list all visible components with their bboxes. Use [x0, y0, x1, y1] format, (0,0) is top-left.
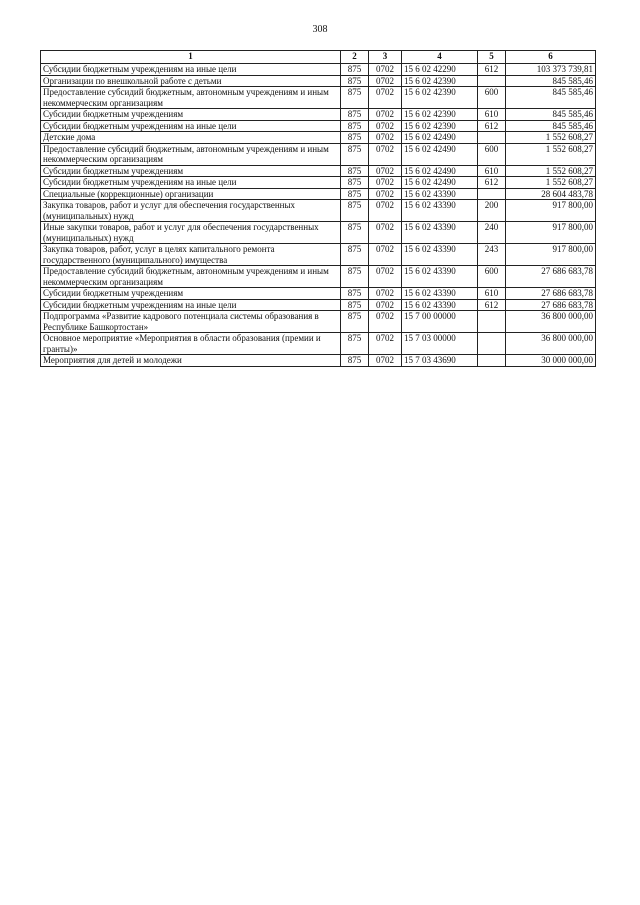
row-name: Иные закупки товаров, работ и услуг для обеспечения государственных (муниципальных) нужд — [41, 222, 341, 244]
table-row — [41, 333, 596, 355]
row-section-code: 0702 — [369, 244, 402, 266]
row-name: Субсидии бюджетным учреждениям — [41, 288, 341, 300]
row-section-code: 0702 — [369, 355, 402, 367]
header-col-5: 5 — [478, 51, 506, 64]
row-amount: 27 686 683,78 — [506, 266, 596, 288]
row-target-article: 15 6 02 42390 — [402, 120, 478, 132]
row-name: Субсидии бюджетным учреждениям на иные цели — [41, 120, 341, 132]
table-row — [41, 355, 596, 367]
row-section-code: 0702 — [369, 75, 402, 87]
row-expense-type: 612 — [478, 177, 506, 189]
header-col-1: 1 — [41, 51, 341, 64]
row-expense-type: 200 — [478, 200, 506, 222]
row-section-code: 0702 — [369, 266, 402, 288]
row-section-code: 0702 — [369, 177, 402, 189]
row-target-article: 15 6 02 42490 — [402, 143, 478, 165]
row-target-article: 15 7 00 00000 — [402, 311, 478, 333]
table-row — [41, 75, 596, 87]
row-target-article: 15 6 02 43390 — [402, 244, 478, 266]
row-ved-code: 875 — [341, 165, 369, 177]
row-name: Субсидии бюджетным учреждениям — [41, 165, 341, 177]
table-row — [41, 200, 596, 222]
row-target-article: 15 6 02 42390 — [402, 87, 478, 109]
row-amount: 1 552 608,27 — [506, 132, 596, 144]
row-ved-code: 875 — [341, 244, 369, 266]
row-name: Детские дома — [41, 132, 341, 144]
table-row — [41, 288, 596, 300]
row-expense-type — [478, 132, 506, 144]
row-name: Субсидии бюджетным учреждениям на иные цели — [41, 299, 341, 311]
row-expense-type: 600 — [478, 143, 506, 165]
row-section-code: 0702 — [369, 109, 402, 121]
row-expense-type — [478, 355, 506, 367]
row-section-code: 0702 — [369, 188, 402, 200]
table-row — [41, 311, 596, 333]
row-amount: 917 800,00 — [506, 244, 596, 266]
table-row — [41, 188, 596, 200]
row-name: Субсидии бюджетным учреждениям на иные цели — [41, 177, 341, 189]
row-target-article: 15 7 03 00000 — [402, 333, 478, 355]
row-expense-type: 240 — [478, 222, 506, 244]
table-row — [41, 64, 596, 76]
row-amount: 27 686 683,78 — [506, 288, 596, 300]
row-amount: 845 585,46 — [506, 109, 596, 121]
row-section-code: 0702 — [369, 120, 402, 132]
page-number: 308 — [312, 24, 328, 35]
row-expense-type: 600 — [478, 87, 506, 109]
row-section-code: 0702 — [369, 299, 402, 311]
row-ved-code: 875 — [341, 355, 369, 367]
row-target-article: 15 6 02 43390 — [402, 266, 478, 288]
row-expense-type: 610 — [478, 288, 506, 300]
row-section-code: 0702 — [369, 200, 402, 222]
row-name: Субсидии бюджетным учреждениям — [41, 109, 341, 121]
row-amount: 36 800 000,00 — [506, 311, 596, 333]
row-target-article: 15 7 03 43690 — [402, 355, 478, 367]
row-amount: 917 800,00 — [506, 222, 596, 244]
row-section-code: 0702 — [369, 222, 402, 244]
row-amount: 845 585,46 — [506, 87, 596, 109]
table-row — [41, 222, 596, 244]
row-target-article: 15 6 02 42490 — [402, 132, 478, 144]
table-row — [41, 299, 596, 311]
row-ved-code: 875 — [341, 120, 369, 132]
row-expense-type — [478, 75, 506, 87]
row-name: Субсидии бюджетным учреждениям на иные цели — [41, 64, 341, 76]
row-ved-code: 875 — [341, 87, 369, 109]
row-amount: 1 552 608,27 — [506, 143, 596, 165]
row-amount: 845 585,46 — [506, 75, 596, 87]
row-target-article: 15 6 02 42390 — [402, 109, 478, 121]
row-name: Специальные (коррекционные) организации — [41, 188, 341, 200]
budget-table — [40, 50, 596, 367]
table-body — [41, 64, 596, 367]
row-amount: 30 000 000,00 — [506, 355, 596, 367]
row-target-article: 15 6 02 43390 — [402, 188, 478, 200]
row-target-article: 15 6 02 42390 — [402, 75, 478, 87]
row-ved-code: 875 — [341, 333, 369, 355]
table-row — [41, 165, 596, 177]
table-row — [41, 266, 596, 288]
row-target-article: 15 6 02 42290 — [402, 64, 478, 76]
row-ved-code: 875 — [341, 132, 369, 144]
row-name: Организации по внешкольной работе с детьми — [41, 75, 341, 87]
row-ved-code: 875 — [341, 311, 369, 333]
row-amount: 27 686 683,78 — [506, 299, 596, 311]
row-ved-code: 875 — [341, 200, 369, 222]
row-name: Основное мероприятие «Мероприятия в области образования (премии и гранты)» — [41, 333, 341, 355]
row-expense-type — [478, 333, 506, 355]
row-target-article: 15 6 02 43390 — [402, 222, 478, 244]
table-header — [41, 51, 596, 64]
table-row — [41, 87, 596, 109]
row-expense-type: 612 — [478, 64, 506, 76]
row-ved-code: 875 — [341, 222, 369, 244]
row-ved-code: 875 — [341, 288, 369, 300]
row-name: Закупка товаров, работ и услуг для обеспечения государственных (муниципальных) нужд — [41, 200, 341, 222]
row-section-code: 0702 — [369, 288, 402, 300]
header-row — [41, 51, 596, 64]
row-expense-type: 612 — [478, 299, 506, 311]
row-target-article: 15 6 02 43390 — [402, 288, 478, 300]
row-expense-type: 243 — [478, 244, 506, 266]
table-row — [41, 120, 596, 132]
row-name: Мероприятия для детей и молодежи — [41, 355, 341, 367]
row-section-code: 0702 — [369, 333, 402, 355]
table-row — [41, 244, 596, 266]
row-expense-type: 610 — [478, 109, 506, 121]
row-section-code: 0702 — [369, 87, 402, 109]
row-expense-type — [478, 188, 506, 200]
header-col-4: 4 — [402, 51, 478, 64]
row-target-article: 15 6 02 42490 — [402, 165, 478, 177]
row-ved-code: 875 — [341, 177, 369, 189]
row-amount: 103 373 739,81 — [506, 64, 596, 76]
row-ved-code: 875 — [341, 299, 369, 311]
row-target-article: 15 6 02 43390 — [402, 200, 478, 222]
row-ved-code: 875 — [341, 188, 369, 200]
row-section-code: 0702 — [369, 132, 402, 144]
row-name: Подпрограмма «Развитие кадрового потенциала системы образования в Республике Башкортостан» — [41, 311, 341, 333]
row-expense-type: 612 — [478, 120, 506, 132]
table-row — [41, 132, 596, 144]
row-name: Предоставление субсидий бюджетным, автономным учреждениям и иным некоммерческим организациям — [41, 266, 341, 288]
row-section-code: 0702 — [369, 165, 402, 177]
row-amount: 36 800 000,00 — [506, 333, 596, 355]
header-col-2: 2 — [341, 51, 369, 64]
row-amount: 917 800,00 — [506, 200, 596, 222]
row-ved-code: 875 — [341, 143, 369, 165]
row-target-article: 15 6 02 43390 — [402, 299, 478, 311]
row-name: Предоставление субсидий бюджетным, автономным учреждениям и иным некоммерческим организациям — [41, 143, 341, 165]
row-amount: 1 552 608,27 — [506, 177, 596, 189]
row-target-article: 15 6 02 42490 — [402, 177, 478, 189]
row-ved-code: 875 — [341, 75, 369, 87]
row-amount: 845 585,46 — [506, 120, 596, 132]
row-amount: 28 604 483,78 — [506, 188, 596, 200]
table-row — [41, 143, 596, 165]
row-amount: 1 552 608,27 — [506, 165, 596, 177]
row-name: Закупка товаров, работ, услуг в целях капитального ремонта государственного (муниципального) имущества — [41, 244, 341, 266]
row-section-code: 0702 — [369, 143, 402, 165]
row-expense-type: 600 — [478, 266, 506, 288]
row-ved-code: 875 — [341, 266, 369, 288]
row-section-code: 0702 — [369, 64, 402, 76]
table-row — [41, 109, 596, 121]
row-section-code: 0702 — [369, 311, 402, 333]
row-ved-code: 875 — [341, 64, 369, 76]
row-expense-type — [478, 311, 506, 333]
row-ved-code: 875 — [341, 109, 369, 121]
row-expense-type: 610 — [478, 165, 506, 177]
header-col-3: 3 — [369, 51, 402, 64]
row-name: Предоставление субсидий бюджетным, автономным учреждениям и иным некоммерческим организациям — [41, 87, 341, 109]
header-col-6: 6 — [506, 51, 596, 64]
table-row — [41, 177, 596, 189]
